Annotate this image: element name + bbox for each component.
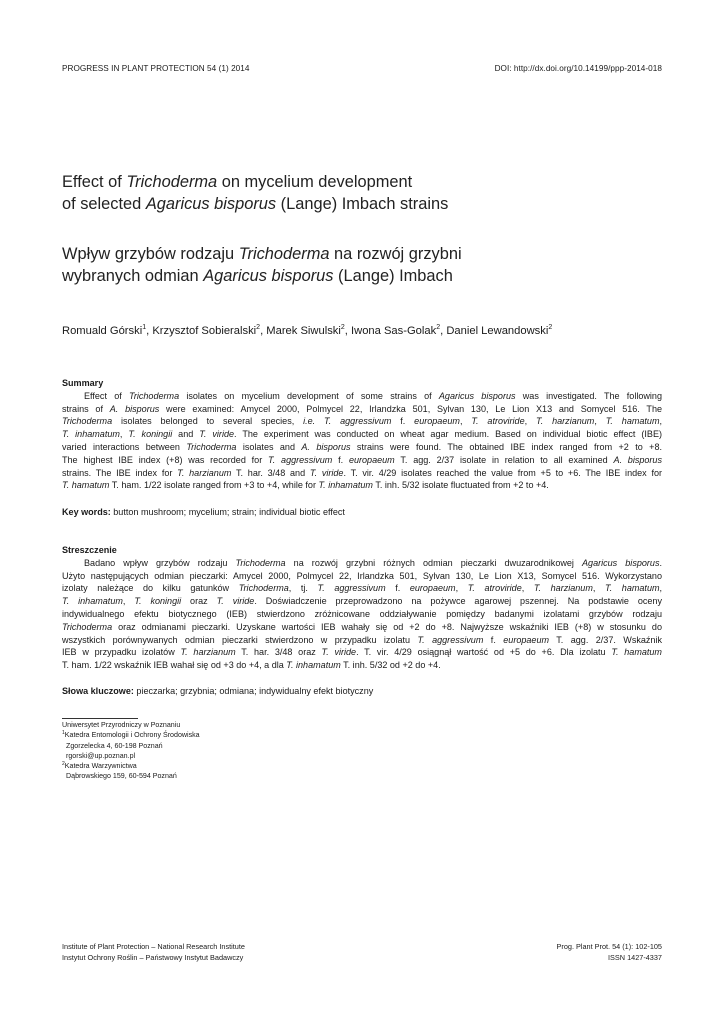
italic-term: Trichoderma xyxy=(235,557,286,568)
text-run: T. inh. 5/32 od +2 do +4. xyxy=(340,660,441,671)
text-run: , xyxy=(521,583,534,594)
text-line xyxy=(62,582,662,595)
text-run: na rozwój grzybni różnych odmian pieczarki dwuzarodnikowej xyxy=(285,557,582,568)
streszczenie-heading: Streszczenie xyxy=(62,545,117,555)
summary-paragraph xyxy=(62,390,662,492)
title-italic: Agaricus bisporus xyxy=(145,195,277,213)
text-run: varied interactions between xyxy=(62,441,187,452)
text-run: isolates on mycelium development of some strains of xyxy=(179,390,439,401)
footnote-text: Katedra Entomologii i Ochrony Środowiska xyxy=(64,731,200,740)
footer-publisher-en: Institute of Plant Protection – National Research Institute xyxy=(62,942,245,951)
italic-term: T. aggressivum xyxy=(417,634,484,645)
affiliation-marker: 1 xyxy=(142,324,147,331)
text-run: oraz odmianami pieczarki. Uzyskane wartości IEB wahały się od +2 do +8. Najwyższe wskaźniki IEB (+8) w stosunku do xyxy=(112,621,662,632)
footer-issn: ISSN 1427-4337 xyxy=(608,952,662,962)
footnote-university: Uniwersytet Przyrodniczy w Poznaniu xyxy=(62,721,181,729)
author-name: , Iwona Sas-Golak xyxy=(344,325,437,337)
footer-publisher xyxy=(62,942,245,963)
keywords-label: Key words: xyxy=(62,507,111,517)
affiliation-marker: 2 xyxy=(548,324,553,331)
text-line xyxy=(62,441,662,454)
affiliation-marker: 2 xyxy=(436,324,441,331)
text-run: T. ham. 1/22 wskaźnik IEB wahał się od +3 do +4, a dla xyxy=(62,660,287,671)
title-polish xyxy=(62,243,662,287)
title-line xyxy=(62,171,662,193)
streszczenie-paragraph xyxy=(62,557,662,672)
text-run: , xyxy=(122,596,135,607)
title-text: Effect of xyxy=(62,173,127,191)
italic-term: Trichoderma xyxy=(62,621,113,632)
footer-citation-text: Prog. Plant Prot. 54 (1): 102-105 xyxy=(556,942,662,951)
text-run: , xyxy=(524,416,537,427)
italic-term: T. inhamatum xyxy=(318,480,373,491)
doi-link[interactable]: DOI: http://dx.doi.org/10.14199/ppp-2014-018 xyxy=(494,64,662,73)
keywords-text: button mushroom; mycelium; strain; individual biotic effect xyxy=(110,507,345,517)
title-text: Wpływ grzybów rodzaju xyxy=(62,245,239,263)
keywords-english xyxy=(62,507,662,517)
text-run: isolates and xyxy=(236,441,302,452)
text-run: isolates belonged to several species, xyxy=(112,416,304,427)
text-line xyxy=(62,467,662,480)
text-line xyxy=(62,403,662,416)
author-name: , Krzysztof Sobieralski xyxy=(146,325,257,337)
italic-term: T. inhamatum xyxy=(62,429,120,440)
text-line xyxy=(62,428,662,441)
text-run: Badano wpływ grzybów rodzaju xyxy=(84,557,236,568)
italic-term: Trichoderma xyxy=(186,441,237,452)
author-name: , Daniel Lewandowski xyxy=(440,325,549,337)
text-run: . The experiment was conducted on wheat agar medium. Based on individual biotic effect (IBE) xyxy=(234,429,662,440)
footer-publisher-pl: Instytut Ochrony Roślin – Państwowy Instytut Badawczy xyxy=(62,952,244,962)
footnote-marker: 1 xyxy=(62,730,65,737)
keywords-text: pieczarka; grzybnia; odmiana; indywidualny efekt biotyczny xyxy=(133,686,374,696)
text-run: was investigated. The following xyxy=(515,390,662,401)
italic-term: Agaricus bisporus xyxy=(438,390,516,401)
text-run: izolaty należące do kilku gatunków xyxy=(62,583,239,594)
italic-term: A. bisporus xyxy=(613,454,662,465)
text-run: f. xyxy=(483,634,504,645)
italic-term: Agaricus bisporus xyxy=(582,557,660,568)
text-run: , xyxy=(594,416,606,427)
text-line xyxy=(62,595,662,608)
streszczenie-section xyxy=(62,544,662,672)
text-run: f. xyxy=(391,416,415,427)
title-line xyxy=(62,265,662,287)
italic-term: T. koningii xyxy=(128,429,173,440)
text-line xyxy=(62,415,662,428)
italic-term: T. hamatum xyxy=(611,647,662,658)
text-run: IEB w przypadku izolatów xyxy=(62,647,181,658)
text-run: , tj. xyxy=(288,583,318,594)
italic-term: Trichoderma xyxy=(62,416,113,427)
italic-term: T. viride xyxy=(309,467,344,478)
italic-term: T. viride xyxy=(216,596,255,607)
title-text: on mycelium development xyxy=(217,173,413,191)
journal-issue: PROGRESS IN PLANT PROTECTION 54 (1) 2014 xyxy=(62,64,250,73)
italic-term: T. aggressivum xyxy=(268,454,333,465)
text-run: f. xyxy=(332,454,349,465)
text-line xyxy=(62,646,662,659)
italic-term: T. atroviride xyxy=(471,416,525,427)
summary-section xyxy=(62,377,662,492)
italic-term: europaeum xyxy=(503,634,550,645)
author-name: Romuald Górski xyxy=(62,325,143,337)
text-run: , xyxy=(659,416,663,427)
text-run: T. agg. 2/37. Wskaźnik xyxy=(549,634,662,645)
text-run: , xyxy=(659,583,663,594)
text-run: . Doświadczenie przeprowadzono na pożywce agarowej pszennej. Na podstawie oceny xyxy=(254,596,662,607)
italic-term: A. bisporus xyxy=(109,403,160,414)
text-line xyxy=(62,479,662,492)
italic-term: T. viride xyxy=(321,647,357,658)
footnote-affiliation-1 xyxy=(62,730,200,740)
text-run: . xyxy=(659,557,662,568)
italic-term: T. koningii xyxy=(134,596,182,607)
text-run: oraz xyxy=(181,596,217,607)
title-english xyxy=(62,171,662,215)
text-run: wszystkich porównywanych odmian pieczarki stwierdzono w przypadku izolatu xyxy=(62,634,418,645)
text-run: indywidualnego efektu biotycznego (IEB) stwierdzono zróżnicowane oddziaływanie pomiędzy badanymi izolatami grzybów rodzaju xyxy=(62,608,662,619)
title-line xyxy=(62,243,662,265)
text-run: , xyxy=(459,416,472,427)
italic-term: A. bisporus xyxy=(301,441,351,452)
italic-term: T. inhamatum xyxy=(286,660,341,671)
italic-term: Trichoderma xyxy=(238,583,289,594)
text-run: . T. vir. 4/29 isolates reached the value from +5 to +6. The IBE index for xyxy=(343,467,663,478)
author-list xyxy=(62,325,662,337)
text-run: were examined: Amycel 2000, Polmycel 22, Irlandzka 501, Sylvan 130, Le Lion X13 and Somycel 516. The xyxy=(159,403,663,414)
italic-term: T. harzianum xyxy=(533,583,593,594)
title-text: of selected xyxy=(62,195,146,213)
text-line xyxy=(62,608,662,621)
italic-term: T. harzianum xyxy=(536,416,595,427)
text-line xyxy=(62,621,662,634)
text-run: f. xyxy=(385,583,410,594)
italic-term: T. hamatum xyxy=(62,480,110,491)
footnote-divider xyxy=(62,718,138,719)
text-run: Effect of xyxy=(84,390,129,401)
italic-term: i.e. T. aggressivum xyxy=(303,416,392,427)
italic-term: europaeum xyxy=(414,416,460,427)
italic-term: europaeum xyxy=(409,583,456,594)
affiliation-footnotes xyxy=(62,720,200,782)
text-line xyxy=(62,570,662,583)
footnote-address-1: Zgorzelecka 4, 60-198 Poznań xyxy=(66,741,163,750)
text-line xyxy=(62,557,662,570)
keywords-label: Słowa kluczowe: xyxy=(62,686,134,696)
title-line xyxy=(62,193,662,215)
title-text: (Lange) Imbach xyxy=(333,267,453,285)
text-line xyxy=(62,390,662,403)
footer-citation xyxy=(557,942,662,963)
title-text: na rozwój grzybni xyxy=(329,245,462,263)
italic-term: Trichoderma xyxy=(129,390,180,401)
text-line xyxy=(62,454,662,467)
italic-term: europaeum xyxy=(348,454,395,465)
text-run: T. har. 3/48 and xyxy=(231,467,310,478)
title-text: (Lange) Imbach strains xyxy=(276,195,449,213)
summary-heading: Summary xyxy=(62,378,104,388)
italic-term: T. inhamatum xyxy=(62,596,123,607)
text-run: The highest IBE index (+8) was recorded for xyxy=(62,454,269,465)
text-line xyxy=(62,634,662,647)
title-text: wybranych odmian xyxy=(62,267,204,285)
text-run: . T. vir. 4/29 osiągnął wartość od +5 do +6. Dla izolatu xyxy=(356,647,612,658)
footnote-marker: 2 xyxy=(62,761,65,768)
italic-term: T. aggressivum xyxy=(317,583,386,594)
text-run: T. ham. 1/22 isolate ranged from +3 to +4, while for xyxy=(109,480,319,491)
text-run: T. har. 3/48 oraz xyxy=(235,647,322,658)
text-run: strains of xyxy=(62,403,110,414)
title-italic: Trichoderma xyxy=(238,245,330,263)
italic-term: T. viride xyxy=(199,429,235,440)
text-run: , xyxy=(119,429,129,440)
text-run: strains were found. The obtained IBE index ranged from +2 to +8. xyxy=(350,441,662,452)
keywords-polish xyxy=(62,686,662,696)
text-run: T. inh. 5/32 isolate fluctuated from +2 to +4. xyxy=(372,480,549,491)
footnote-text: Katedra Warzywnictwa xyxy=(64,762,137,771)
footnote-email[interactable]: rgorski@up.poznan.pl xyxy=(66,751,136,760)
italic-term: T. atroviride xyxy=(467,583,522,594)
italic-term: T. harzianum xyxy=(180,647,236,658)
text-run: , xyxy=(455,583,468,594)
text-run: , xyxy=(592,583,605,594)
affiliation-marker: 2 xyxy=(256,324,261,331)
title-italic: Trichoderma xyxy=(126,173,218,191)
author-name: , Marek Siwulski xyxy=(260,325,341,337)
text-run: Użyto następujących odmian pieczarki: Amycel 2000, Polmycel 22, Irlandzka 501, Sylvan 130, Le Lion X13, Somycel 516. Wykorzystano xyxy=(62,570,662,581)
italic-term: T. hamatum xyxy=(605,416,660,427)
running-head xyxy=(62,64,662,76)
italic-term: T. harzianum xyxy=(177,467,232,478)
text-run: and xyxy=(172,429,200,440)
footnote-address-2: Dąbrowskiego 159, 60-594 Poznań xyxy=(66,772,177,781)
text-line xyxy=(62,659,662,672)
footnote-affiliation-2 xyxy=(62,761,200,771)
text-run: T. agg. 2/37 isolate in relation to all examined xyxy=(394,454,614,465)
italic-term: T. hamatum xyxy=(605,583,660,594)
affiliation-marker: 2 xyxy=(340,324,345,331)
title-italic: Agaricus bisporus xyxy=(203,267,334,285)
text-run: strains. The IBE index for xyxy=(62,467,178,478)
